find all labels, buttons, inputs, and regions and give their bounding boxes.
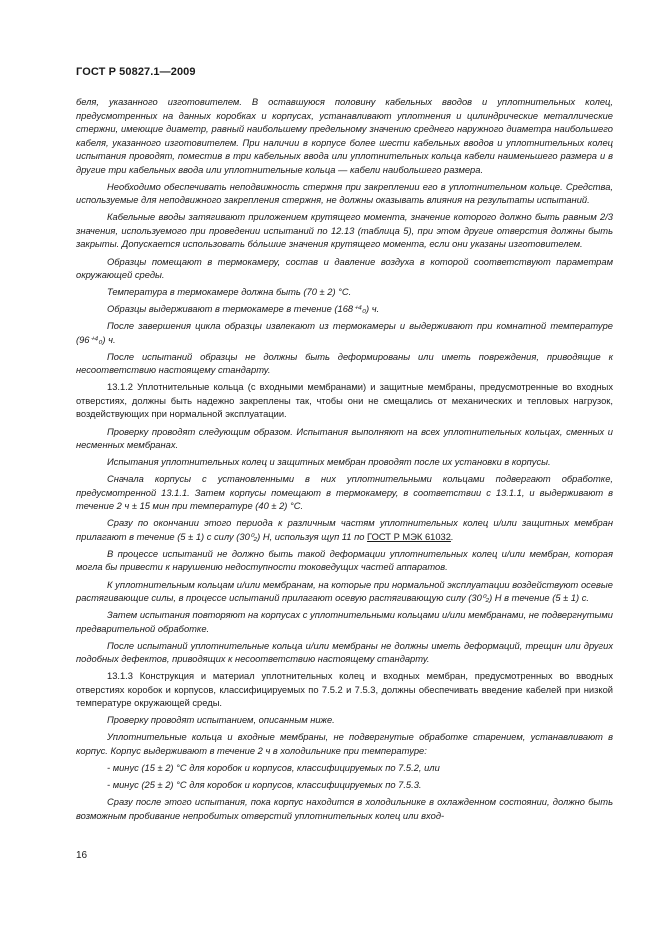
paragraph: После завершения цикла образцы извлекают из термокамеры и выдерживают при комнатной температуре (96⁺⁴₀) ч. xyxy=(76,321,613,345)
paragraph: Затем испытания повторяют на корпусах с уплотнительными кольцами и/или мембранами, не подвергнутыми предварительной обработке. xyxy=(76,610,613,634)
paragraph: В процессе испытаний не должно быть такой деформации уплотнительных колец и/или мембран, которая могла бы привести к нарушению недоступности токоведущих частей аппаратов. xyxy=(76,548,613,573)
paragraph-text-end: . xyxy=(450,531,454,542)
paragraph: 13.1.3 Конструкция и материал уплотнительных колец и входных мембран, предусмотренных во вводных отверстиях коробок и корпусов, классифицируемых по 7.5.2 и 7.5.3, должны обеспечивать введение кабелей при низкой температуре окружающей среды. xyxy=(76,671,613,709)
paragraph: беля, указанного изготовителем. В оставшуюся половину кабельных вводов и уплотнительных колец, предусмотренных на данных коробках и корпусах, устанавливают уплотнения и цилиндрические металлические стержни, имеющие диаметр, равный наибольшему предельному значению среднего наружного диаметра наибольшего кабеля, указанного изготовителем. При наличии в корпусе более шести кабельных вводов и уплотнительных колец испытания проводят, поместив в три кабельных ввода или уплотнительных кольца кабели наименьшего размера и в другие три кабельных ввода или уплотнительные кольца — кабели наибольшего размера. xyxy=(76,97,613,175)
paragraph: После испытаний уплотнительные кольца и/или мембраны не должны иметь деформаций, трещин или других подобных дефектов, приводящих к несоответствию настоящему стандарту. xyxy=(76,640,613,665)
paragraph xyxy=(76,517,613,544)
paragraph: Сразу после этого испытания, пока корпус находится в холодильнике в охлажденном состоянии, должно быть возможным пробивание непробитых отверстий уплотнительных колец или вход- xyxy=(76,797,613,821)
document-body xyxy=(76,96,613,823)
paragraph: Сначала корпусы с установленными в них уплотнительными кольцами подвергают обработке, предусмотренной 13.1.1. Затем корпусы помещают в термокамеру, в соответствии с 13.1.1, и выдерживают в течение 2 ч ± 15 мин при температуре (40 ± 2) °С. xyxy=(76,474,613,512)
document-header: ГОСТ Р 50827.1—2009 xyxy=(76,66,196,78)
paragraph: После испытаний образцы не должны быть деформированы или иметь повреждения, приводящие к несоответствию настоящему стандарту. xyxy=(76,351,613,376)
paragraph: Образцы выдерживают в термокамере в течение (168⁺⁴₀) ч. xyxy=(107,304,380,315)
paragraph: Проверку проводят следующим образом. Испытания выполняют на всех уплотнительных кольцах, сменных и несменных мембранах. xyxy=(76,426,613,451)
paragraph: Уплотнительные кольца и входные мембраны, не подвергнутые обработке старением, устанавливают в корпус. Корпус выдерживают в течение 2 ч в холодильнике при температуре: xyxy=(76,732,613,757)
standard-reference-link[interactable]: ГОСТ Р МЭК 61032 xyxy=(367,531,451,542)
paragraph: Испытания уплотнительных колец и защитных мембран проводят после их установки в корпусы. xyxy=(107,457,551,468)
paragraph: Кабельные вводы затягивают приложением крутящего момента, значение которого должно быть равным 2/3 значения, используемого при проведении испытаний по 12.13 (таблица 5), при этом другие отверстия должны быть закрыты. Допускается использовать бо́льшие значения крутящего момента, если они указаны изготовителем. xyxy=(76,212,613,250)
list-item: - минус (25 ± 2) °С для коробок и корпусов, классифицируемых по 7.5.3. xyxy=(107,780,422,791)
paragraph: 13.1.2 Уплотнительные кольца (с входными мембранами) и защитные мембраны, предусмотренные во входных отверстиях, должны быть надежно закреплены так, чтобы они не смещались от механических и тепловых нагрузок, воздействующих при нормальной эксплуатации. xyxy=(76,382,613,420)
paragraph: Проверку проводят испытанием, описанным ниже. xyxy=(107,715,335,726)
list-item: - минус (15 ± 2) °С для коробок и корпусов, классифицируемых по 7.5.2, или xyxy=(107,763,440,774)
page-number: 16 xyxy=(76,850,88,861)
paragraph: К уплотнительным кольцам и/или мембранам, на которые при нормальной эксплуатации воздействуют осевые растягивающие силы, в процессе испытаний прилагают осевую растягивающую силу (30⁰₂) Н в течение (5 ± 1) с. xyxy=(76,579,613,604)
paragraph: Образцы помещают в термокамеру, состав и давление воздуха в которой соответствуют параметрам окружающей среды. xyxy=(76,256,613,281)
paragraph-text: Сразу по окончании этого периода к различным частям уплотнительных колец и/или защитных мембран прилагают в течение (5 ± 1) с силу (30⁰₂) Н, используя щуп 11 по xyxy=(76,518,613,542)
paragraph: Необходимо обеспечивать неподвижность стержня при закреплении его в уплотнительном кольце. Средства, используемые для неподвижного закрепления стержня, не должны оказывать влияния на результаты испытаний. xyxy=(76,181,613,206)
paragraph: Температура в термокамере должна быть (70 ± 2) °С. xyxy=(107,287,352,298)
